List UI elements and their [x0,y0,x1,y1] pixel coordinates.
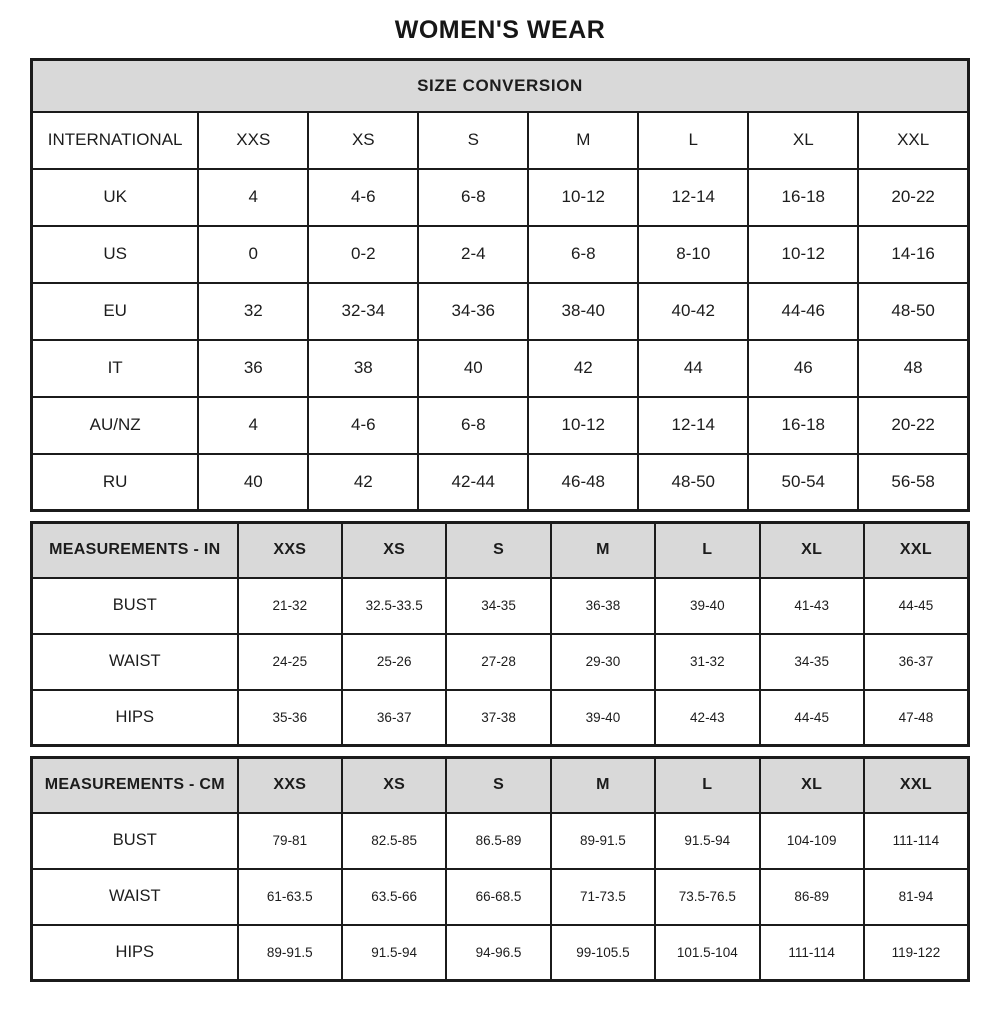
size-cell: 42-44 [418,454,528,511]
measurement-cell: 37-38 [446,690,550,746]
measurement-cell: 61-63.5 [238,869,342,925]
size-header-l: L [655,523,759,578]
size-cell: 10-12 [528,397,638,454]
measurement-cell: 86-89 [760,869,864,925]
row-label: RU [32,454,199,511]
size-cell: 4 [198,169,308,226]
size-chart-page [0,16,1000,982]
column-header-international: INTERNATIONAL [32,112,199,169]
measurement-cell: 34-35 [446,578,550,634]
size-cell: 4-6 [308,169,418,226]
size-conversion-table [30,58,970,512]
measurements-cm-table [30,756,970,982]
size-header-l: L [655,758,759,813]
size-cell: 0-2 [308,226,418,283]
measurement-cell: 36-37 [864,634,969,690]
column-header-xs: XS [308,112,418,169]
row-label: WAIST [32,869,238,925]
measurement-cell: 111-114 [864,813,969,869]
measurements-in-table [30,521,970,747]
size-cell: 46-48 [528,454,638,511]
size-cell: 10-12 [748,226,858,283]
measurement-cell: 34-35 [760,634,864,690]
table-row [32,758,969,813]
size-header-m: M [551,523,655,578]
size-cell: 34-36 [418,283,528,340]
column-header-m: M [528,112,638,169]
measurement-cell: 119-122 [864,925,969,981]
measurement-cell: 36-37 [342,690,446,746]
row-label: HIPS [32,925,238,981]
size-header-xxl: XXL [864,523,969,578]
size-cell: 48-50 [638,454,748,511]
size-cell: 56-58 [858,454,968,511]
table-row-bust [32,578,969,634]
table-row-it [32,340,969,397]
size-cell: 38 [308,340,418,397]
size-cell: 6-8 [418,169,528,226]
size-cell: 40 [198,454,308,511]
size-cell: 12-14 [638,169,748,226]
size-cell: 6-8 [418,397,528,454]
table-row-hips [32,690,969,746]
table-row-waist [32,634,969,690]
size-cell: 6-8 [528,226,638,283]
measurement-cell: 73.5-76.5 [655,869,759,925]
row-label: BUST [32,813,238,869]
measurement-cell: 32.5-33.5 [342,578,446,634]
size-cell: 4 [198,397,308,454]
column-header-l: L [638,112,748,169]
table-row-aunz [32,397,969,454]
measurement-cell: 31-32 [655,634,759,690]
size-cell: 38-40 [528,283,638,340]
size-header-xs: XS [342,758,446,813]
table-row [32,60,969,112]
row-label: US [32,226,199,283]
size-cell: 36 [198,340,308,397]
size-cell: 44 [638,340,748,397]
measurement-cell: 42-43 [655,690,759,746]
size-conversion-header: SIZE CONVERSION [32,60,969,112]
size-cell: 10-12 [528,169,638,226]
size-cell: 46 [748,340,858,397]
measurement-cell: 39-40 [655,578,759,634]
column-header-xl: XL [748,112,858,169]
table-row [32,112,969,169]
measurement-cell: 24-25 [238,634,342,690]
table-row-eu [32,283,969,340]
measurement-cell: 94-96.5 [446,925,550,981]
measurement-cell: 99-105.5 [551,925,655,981]
size-cell: 32 [198,283,308,340]
size-cell: 40 [418,340,528,397]
measurement-cell: 71-73.5 [551,869,655,925]
size-cell: 50-54 [748,454,858,511]
measurement-cell: 111-114 [760,925,864,981]
size-cell: 44-46 [748,283,858,340]
column-header-xxl: XXL [858,112,968,169]
measurement-cell: 104-109 [760,813,864,869]
row-label: AU/NZ [32,397,199,454]
measurement-cell: 63.5-66 [342,869,446,925]
size-cell: 16-18 [748,397,858,454]
measurement-cell: 86.5-89 [446,813,550,869]
size-header-xs: XS [342,523,446,578]
size-cell: 48 [858,340,968,397]
size-cell: 40-42 [638,283,748,340]
measurement-cell: 81-94 [864,869,969,925]
size-cell: 0 [198,226,308,283]
measurements-in-header: MEASUREMENTS - IN [32,523,238,578]
page-title: WOMEN'S WEAR [394,16,606,44]
table-row-waist [32,869,969,925]
size-cell: 4-6 [308,397,418,454]
table-row-bust [32,813,969,869]
size-cell: 14-16 [858,226,968,283]
measurement-cell: 89-91.5 [238,925,342,981]
table-row-ru [32,454,969,511]
size-header-xl: XL [760,758,864,813]
size-cell: 20-22 [858,169,968,226]
size-header-xxl: XXL [864,758,969,813]
row-label: IT [32,340,199,397]
measurement-cell: 27-28 [446,634,550,690]
measurement-cell: 47-48 [864,690,969,746]
measurement-cell: 21-32 [238,578,342,634]
row-label: EU [32,283,199,340]
measurement-cell: 91.5-94 [655,813,759,869]
measurement-cell: 66-68.5 [446,869,550,925]
size-header-m: M [551,758,655,813]
measurement-cell: 101.5-104 [655,925,759,981]
size-cell: 12-14 [638,397,748,454]
row-label: WAIST [32,634,238,690]
row-label: UK [32,169,199,226]
size-header-xl: XL [760,523,864,578]
table-row [32,523,969,578]
size-cell: 42 [528,340,638,397]
column-header-xxs: XXS [198,112,308,169]
size-header-s: S [446,758,550,813]
measurement-cell: 44-45 [864,578,969,634]
table-row-uk [32,169,969,226]
table-row-hips [32,925,969,981]
measurement-cell: 35-36 [238,690,342,746]
measurement-cell: 91.5-94 [342,925,446,981]
measurement-cell: 79-81 [238,813,342,869]
size-header-s: S [446,523,550,578]
row-label: HIPS [32,690,238,746]
size-cell: 2-4 [418,226,528,283]
table-row-us [32,226,969,283]
measurement-cell: 89-91.5 [551,813,655,869]
column-header-s: S [418,112,528,169]
measurements-cm-header: MEASUREMENTS - CM [32,758,238,813]
size-cell: 8-10 [638,226,748,283]
size-cell: 20-22 [858,397,968,454]
size-cell: 42 [308,454,418,511]
row-label: BUST [32,578,238,634]
measurement-cell: 41-43 [760,578,864,634]
measurement-cell: 25-26 [342,634,446,690]
measurement-cell: 39-40 [551,690,655,746]
size-header-xxs: XXS [238,758,342,813]
measurement-cell: 36-38 [551,578,655,634]
size-cell: 16-18 [748,169,858,226]
size-cell: 48-50 [858,283,968,340]
size-cell: 32-34 [308,283,418,340]
size-header-xxs: XXS [238,523,342,578]
measurement-cell: 29-30 [551,634,655,690]
measurement-cell: 82.5-85 [342,813,446,869]
measurement-cell: 44-45 [760,690,864,746]
